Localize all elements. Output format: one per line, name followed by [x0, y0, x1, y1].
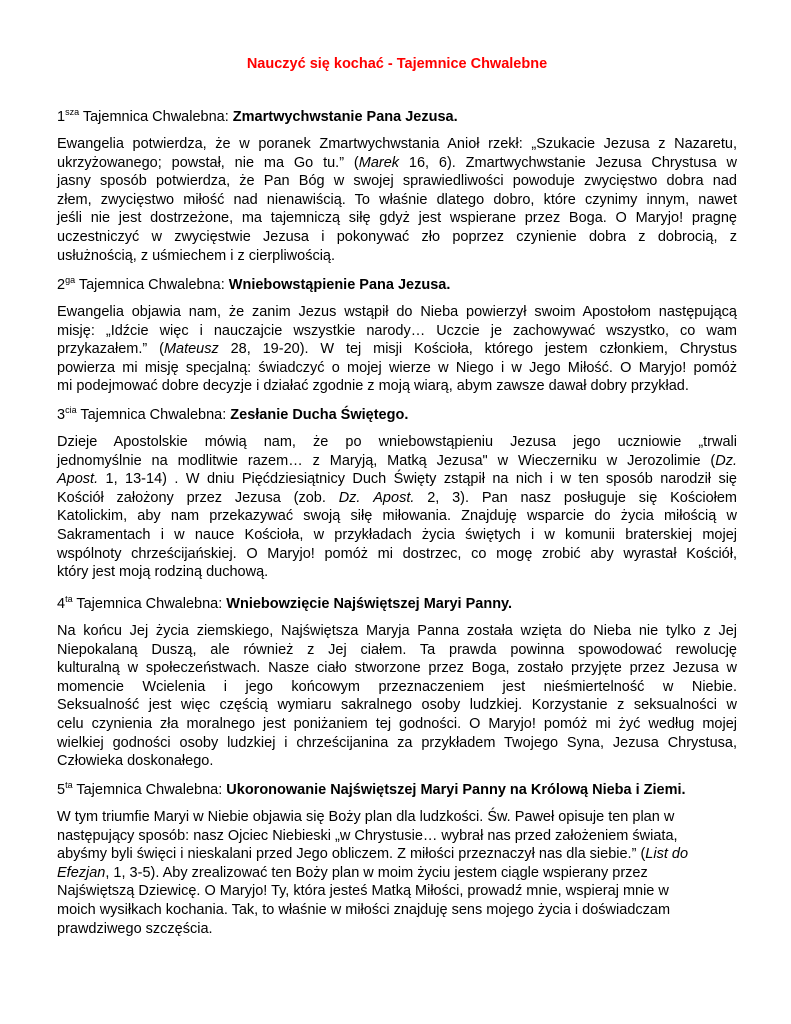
- paragraph-line: Ewangelia objawia nam, że zanim Jezus wstąpił do Nieba powierzył swoim Apostołom następującą: [57, 304, 737, 320]
- paragraph-line: Kościół założony przez Jezusa (zob. Dz. Apost. 2, 3). Pan nasz posługuje się Kościołem: [57, 489, 738, 506]
- mystery-number: 4: [57, 596, 66, 612]
- mystery-ordinal-suffix: ta: [65, 594, 73, 604]
- paragraph-line: abyśmy byli święci i nieskalani przed Jego obliczem. Z miłości przeznaczył nas dla siebie.” (List do: [57, 846, 689, 863]
- mystery-ordinal-suffix: cia: [65, 405, 77, 415]
- mystery-heading-4: [57, 595, 737, 613]
- mystery-name: Zmartwychwstanie Pana Jezusa.: [232, 109, 458, 125]
- paragraph-line: Najświętszą Dziewicę. O Maryjo! Ty, która jesteś Matką Miłości, prowadź mnie, wspieraj mnie w: [57, 883, 669, 900]
- mystery-paragraph-5: [57, 808, 737, 938]
- mystery-name: Wniebowstąpienie Pana Jezusa.: [228, 277, 451, 293]
- paragraph-line: kulturalną w społeczeństwach. Nasze ciało stworzone przez Boga, zostało przyjęte przez Jezusa w: [57, 660, 737, 677]
- paragraph-line: jasny sposób potwierdza, że Pan Bóg w swojej sprawiedliwości powoduje zwycięstwo dobra nad: [57, 173, 737, 190]
- paragraph-line: usłużnością, z uśmiechem i z cierpliwością.: [57, 247, 336, 264]
- paragraph-line: Katolickim, aby nam przekazywać swoją siłę miłowania. Znajduję wsparcie do życia miłością w: [57, 508, 737, 525]
- mystery-paragraph-2: [57, 303, 737, 396]
- paragraph-line: ukrzyżowanego; powstał, nie ma Go tu.” (Marek 16, 6). Zmartwychwstanie Jezusa Chrystusa w: [57, 154, 737, 171]
- paragraph-line: prawdziwego szczęścia.: [57, 920, 213, 937]
- paragraph-line: przykazałem.” (Mateusz 28, 19-20). W tej misji Kościoła, którego jestem członkiem, Chrystus: [57, 341, 738, 358]
- paragraph-line: złem, zwycięstwo miłość nad nienawiścią. To właśnie dlatego dobro, które czynimy innym, nawet: [57, 191, 737, 208]
- paragraph-line: następujący sposób: nasz Ojciec Niebieski „w Chrystusie… wybrał nas przed założeniem świata,: [57, 827, 678, 844]
- mystery-paragraph-1: [57, 135, 737, 265]
- paragraph-line: mi podejmować dobre decyzje i działać zgodnie z moją wiarą, abym zawsze dawał dobry przykład.: [57, 378, 689, 395]
- mystery-number: 2: [57, 277, 66, 293]
- mystery-label: Tajemnica Chwalebna:: [76, 407, 231, 423]
- mystery-heading-5: [57, 781, 737, 799]
- paragraph-line: Ewangelia potwierdza, że w poranek Zmartwychwstania Anioł rzekł: „Szukacie Jezusa z Nazaretu,: [57, 136, 737, 152]
- paragraph-line: wielkiej godności osoby ludzkiej i chrześcijanina za przykładem Twojego Syna, Jezusa Chrystusa,: [57, 734, 737, 751]
- mystery-paragraph-4: [57, 622, 737, 771]
- paragraph-line: W tym triumfie Maryi w Niebie objawia się Boży plan dla ludzkości. Św. Paweł opisuje ten plan w: [57, 809, 675, 825]
- mystery-number: 5: [57, 782, 66, 798]
- paragraph-line: Apost. 1, 13-14) . W dniu Pięćdziesiątnicy Duch Święty zstąpił na nich i w ten sposób narodził się: [57, 471, 737, 488]
- paragraph-line: jednomyślnie na modlitwie razem… z Maryją, Matką Jezusa" w Wieczerniku w Jerozolimie (Dz.: [57, 452, 737, 469]
- paragraph-line: uczestniczyć w zwycięstwie Jezusa i pokonywać zło poprzez czynienie dobra z dobrocią, z: [57, 228, 737, 245]
- paragraph-line: Człowieka doskonałego.: [57, 753, 214, 770]
- mystery-name: Zesłanie Ducha Świętego.: [230, 407, 409, 423]
- mystery-heading-3: [57, 406, 737, 424]
- paragraph-line: Sakramentach i w nauce Kościoła, w przykładach życia świętych i w komunii braterskiej mojej: [57, 526, 737, 543]
- paragraph-line: który jest moją rodziną duchową.: [57, 564, 269, 581]
- paragraph-line: Dzieje Apostolskie mówią nam, że po wniebowstąpieniu Jezusa jego uczniowie „trwali: [57, 434, 737, 450]
- paragraph-line: wspólnoty chrześcijańskiej. O Maryjo! pomóż mi dostrzec, co mogę zrobić aby wyrastał Kościół,: [57, 545, 737, 562]
- paragraph-line: Seksualność jest więc częścią wymiaru sakralnego osoby ludzkiej. Korzystanie z seksualności w: [57, 697, 737, 714]
- document-title: Nauczyć się kochać - Tajemnice Chwalebne: [246, 56, 548, 72]
- mystery-label: Tajemnica Chwalebna:: [72, 782, 227, 798]
- mystery-name: Ukoronowanie Najświętszej Maryi Panny na Królową Nieba i Ziemi.: [226, 782, 686, 798]
- paragraph-line: jeśli nie jest dostrzeżone, ma tajemniczą siłę gdyż jest wspierane przez Boga. O Maryjo! pragnę: [57, 210, 737, 227]
- mystery-name: Wniebowzięcie Najświętszej Maryi Panny.: [226, 596, 513, 612]
- paragraph-line: misję: „Idźcie więc i nauczajcie wszystkie narody… Uczcie je zachowywać wszystko, co wam: [57, 322, 737, 339]
- mystery-number: 1: [57, 109, 66, 125]
- mystery-paragraph-3: [57, 433, 737, 582]
- paragraph-line: momencie Wcielenia i jego końcowym przeznaczeniem jest nieśmiertelność w Niebie.: [57, 678, 737, 695]
- paragraph-line: Niepokalaną Duszą, ale również z Jej ciałem. Ta prawda powinna spowodować rewolucję: [57, 641, 737, 658]
- mystery-heading-2: [57, 276, 737, 294]
- mystery-label: Tajemnica Chwalebna:: [72, 596, 227, 612]
- paragraph-line: powierza mi misję specjalną: świadczyć o mojej wierze w Niego i w Jego Miłość. O Maryjo! pomóż: [57, 359, 737, 376]
- mystery-ordinal-suffix: sza: [65, 107, 80, 117]
- paragraph-line: Efezjan, 1, 3-5). Aby zrealizować ten Boży plan w moim życiu jestem ciągle wspierany przez: [57, 864, 648, 881]
- mystery-label: Tajemnica Chwalebna:: [79, 109, 233, 125]
- paragraph-line: moich wysiłkach kochania. Tak, to właśnie w miłości znajduję sens mojego życia i doświadczam: [57, 901, 671, 918]
- paragraph-line: Na końcu Jej życia ziemskiego, Najświętsza Maryja Panna została wzięta do Nieba nie tylko z Jej: [57, 623, 737, 639]
- mystery-label: Tajemnica Chwalebna:: [75, 277, 229, 293]
- mystery-number: 3: [57, 407, 66, 423]
- mystery-ordinal-suffix: ga: [65, 275, 76, 285]
- paragraph-line: celu czynienia zła moralnego jest poniżaniem tej godności. O Maryjo! pomóż mi żyć według mojej: [57, 715, 737, 732]
- mystery-heading-1: [57, 108, 737, 126]
- mystery-ordinal-suffix: ta: [65, 780, 73, 790]
